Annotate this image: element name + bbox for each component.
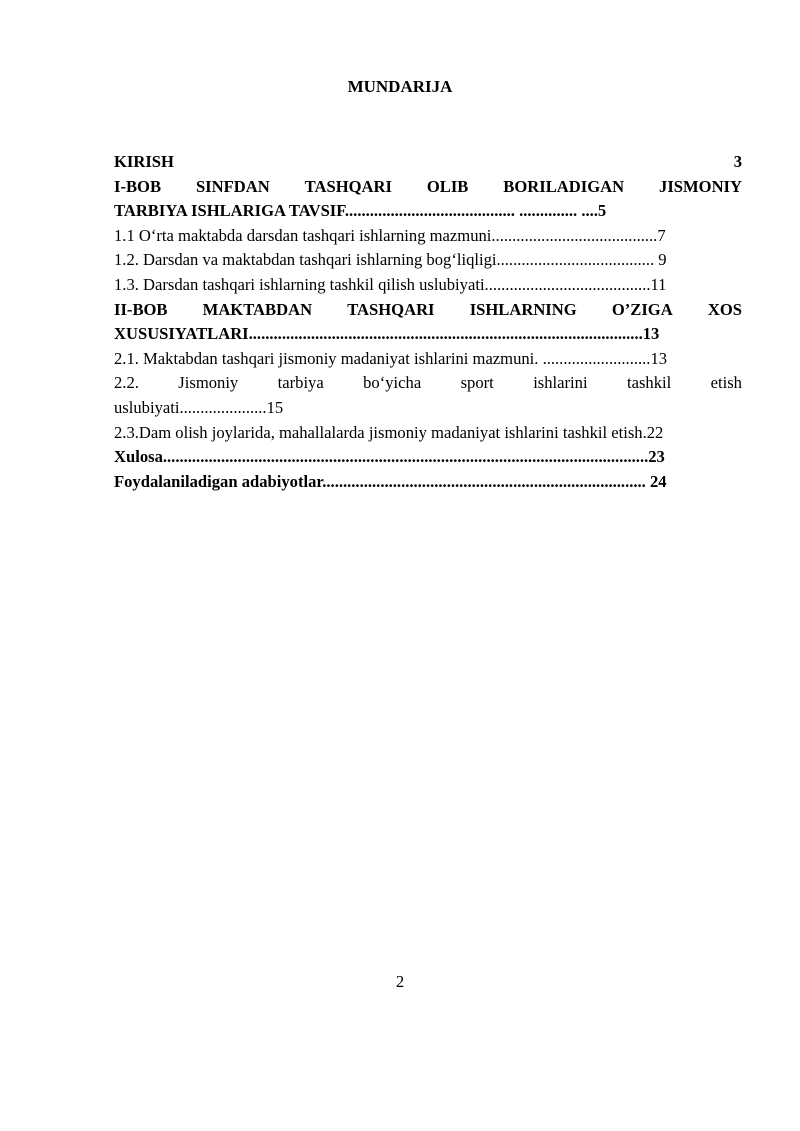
toc-word: etish	[710, 373, 742, 393]
toc-entry-chapter-2-line-2[interactable]: XUSUSIYATLARI...............................................................................................13	[114, 324, 660, 344]
toc-entry-page: 3	[733, 152, 742, 171]
toc-entry-2-1[interactable]: 2.1. Maktabdan tashqari jismoniy madaniyat ishlarini mazmuni. ..........................13	[114, 348, 668, 368]
toc-word: JISMONIY	[659, 176, 742, 196]
toc-word: bo‘yicha	[363, 373, 422, 393]
toc-word: tarbiya	[277, 373, 324, 393]
toc-word: ISHLARNING	[469, 299, 577, 319]
toc-word: sport	[460, 373, 494, 393]
table-of-contents	[114, 150, 742, 494]
toc-entry-label: KIRISH	[114, 152, 174, 171]
toc-word: MAKTABDAN	[202, 299, 313, 319]
toc-entry-references[interactable]: Foydalaniladigan adabiyotlar.............................................................................. 24	[114, 471, 667, 491]
toc-entry-1-3[interactable]: 1.3. Darsdan tashqari ishlarning tashkil qilish uslubiyati........................................11	[114, 274, 667, 294]
toc-word: BORILADIGAN	[503, 176, 625, 196]
toc-word: TASHQARI	[304, 176, 392, 196]
toc-entry-chapter-1-line-1[interactable]	[114, 175, 742, 200]
toc-word: XOS	[707, 299, 742, 319]
toc-entry-2-2-line-2[interactable]: uslubiyati.....................15	[114, 397, 284, 417]
toc-entry-xulosa[interactable]: Xulosa.....................................................................................................................23	[114, 447, 665, 467]
toc-word: TASHQARI	[347, 299, 435, 319]
toc-entry-chapter-1-line-2[interactable]: TARBIYA ISHLARIGA TAVSIF......................................... .............. ....5	[114, 201, 607, 221]
toc-entry-1-2[interactable]: 1.2. Darsdan va maktabdan tashqari ishlarning bog‘liqligi...................................... 9	[114, 250, 667, 270]
toc-entry-2-2-line-1[interactable]	[114, 371, 742, 396]
toc-entry-chapter-2-line-1[interactable]	[114, 298, 742, 323]
toc-word: ishlarini	[533, 373, 588, 393]
toc-word: II-BOB	[114, 299, 168, 319]
toc-word: tashkil	[626, 373, 672, 393]
toc-word: SINFDAN	[195, 176, 270, 196]
toc-entry-1-1[interactable]: 1.1 O‘rta maktabda darsdan tashqari ishlarning mazmuni........................................7	[114, 225, 666, 245]
page-title: MUNDARIJA	[347, 77, 453, 96]
toc-entry-2-3[interactable]: 2.3.Dam olish joylarida, mahallalarda jismoniy madaniyat ishlarini tashkil etish.22	[114, 422, 664, 442]
toc-word: Jismoniy	[178, 373, 239, 393]
toc-entry-kirish[interactable]	[114, 150, 742, 175]
toc-word: O’ZIGA	[611, 299, 673, 319]
page-number: 2	[395, 972, 405, 991]
toc-word: 2.2.	[114, 373, 139, 393]
toc-word: OLIB	[426, 176, 469, 196]
toc-word: I-BOB	[114, 176, 162, 196]
